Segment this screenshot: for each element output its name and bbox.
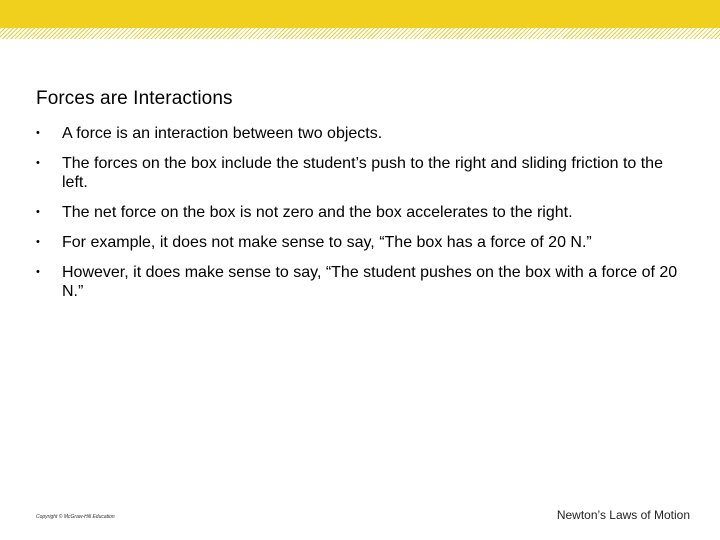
bullet-text: The forces on the box include the student’s push to the right and sliding friction to the left. [62,155,663,191]
bullet-text: For example, it does not make sense to say, “The box has a force of 20 N.” [62,234,592,251]
bullet-item [36,203,686,222]
bullet-text: However, it does make sense to say, “The student pushes on the box with a force of 20 N.” [62,264,678,300]
bullet-text: A force is an interaction between two objects. [62,125,383,142]
bullet-item [36,233,686,252]
bullet-dot-icon: • [36,157,40,169]
copyright-notice: Copyright © McGraw-Hill Education [36,514,115,520]
bullet-item [36,124,686,143]
bullet-text: The net force on the box is not zero and the box accelerates to the right. [62,204,573,221]
bullet-dot-icon: • [36,206,40,218]
bullet-list [36,124,686,312]
header-hatch-pattern [0,28,720,39]
bullet-dot-icon: • [36,127,40,139]
bullet-dot-icon: • [36,236,40,248]
footer-chapter-title: Newton’s Laws of Motion [556,508,690,522]
bullet-item [36,154,686,192]
bullet-dot-icon: • [36,266,40,278]
slide-title: Forces are Interactions [36,88,233,109]
header-band [0,0,720,28]
bullet-item [36,263,686,301]
